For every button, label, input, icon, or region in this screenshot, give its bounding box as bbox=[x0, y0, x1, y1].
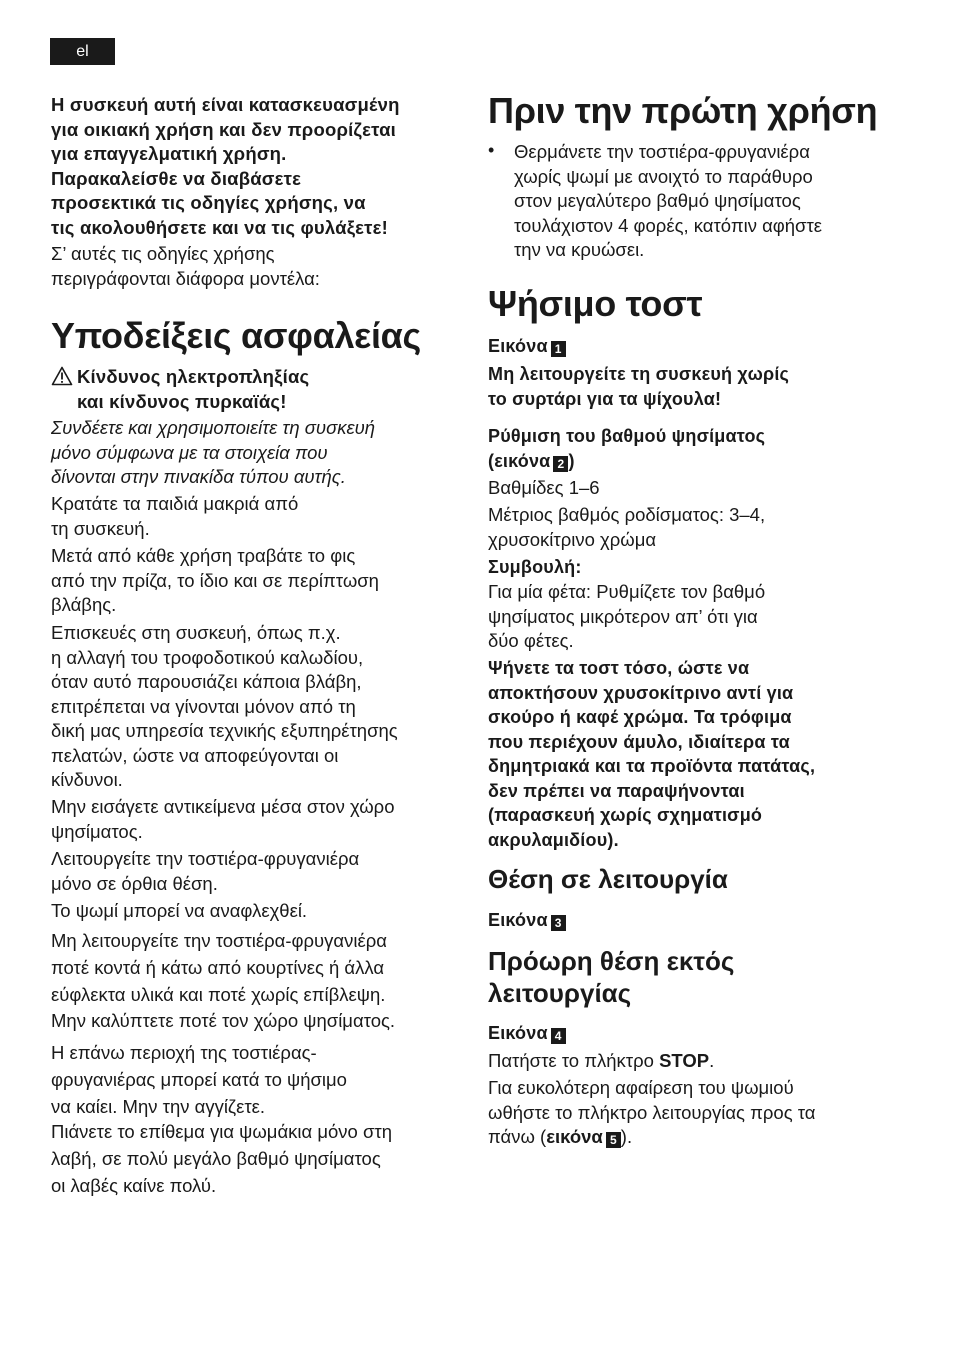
safety-line: ποτέ κοντά ή κάτω από κουρτίνες ή άλλα bbox=[51, 957, 385, 978]
removal-line bbox=[488, 1125, 883, 1150]
safety-paragraph bbox=[51, 492, 463, 541]
acrylamide-line: σκούρο ή καφέ χρώμα. Τα τρόφιμα bbox=[488, 707, 792, 727]
safety-paragraph bbox=[51, 927, 463, 1008]
safety-line: Το ψωμί μπορεί να αναφλεχθεί. bbox=[51, 900, 308, 921]
first-use-line: τουλάχιστον 4 φορές, κατόπιν αφήστε bbox=[514, 214, 823, 236]
early-off-heading-line: λειτουργίας bbox=[488, 978, 632, 1008]
tip-text bbox=[488, 580, 883, 654]
figure-label: Εικόνα bbox=[488, 910, 548, 930]
italic-note bbox=[51, 416, 463, 490]
figure-label: Εικόνα bbox=[488, 1023, 548, 1043]
operation-heading: Θέση σε λειτουργία bbox=[488, 864, 728, 894]
figure-label: εικόνα bbox=[546, 1126, 603, 1147]
removal-last-pre: πάνω ( bbox=[488, 1126, 547, 1147]
safety-line: Πιάνετε το επίθεμα για ψωμάκια μόνο στη bbox=[51, 1121, 393, 1142]
press-stop-pre: Πατήστε το πλήκτρο bbox=[488, 1050, 660, 1071]
crumb-tray-warning bbox=[488, 362, 883, 411]
italic-line: δίνονται στην πινακίδα τύπου αυτής. bbox=[51, 466, 346, 487]
safety-line: φρυγανιέρας μπορεί κατά το ψήσιμο bbox=[51, 1069, 347, 1090]
removal-line: Για ευκολότερη αφαίρεση του ψωμιού bbox=[488, 1077, 794, 1098]
safety-line: από την πρίζα, το ίδιο και σε περίπτωση bbox=[51, 569, 379, 591]
acrylamide-line: ακρυλαμιδίου). bbox=[488, 829, 619, 850]
safety-paragraph bbox=[51, 847, 463, 896]
figure-ref-4 bbox=[488, 1021, 883, 1046]
tip-line: ψησίματος μικρότερον απ’ ότι για bbox=[488, 605, 758, 627]
first-use-text bbox=[514, 140, 822, 263]
safety-line: Επισκευές στη συσκευή, όπως π.χ. bbox=[51, 622, 341, 643]
press-stop-post: . bbox=[709, 1050, 715, 1071]
removal-line: ωθήστε το πλήκτρο λειτουργίας προς τα bbox=[488, 1101, 816, 1123]
safety-line: Η επάνω περιοχή της τοστιέρας- bbox=[51, 1042, 317, 1063]
medium-line: χρυσοκίτρινο χρώμα bbox=[488, 528, 657, 550]
safety-line: λαβή, σε πολύ μεγάλο βαθμό ψησίματος bbox=[51, 1148, 381, 1169]
crumb-warning-line: το συρτάρι για τα ψίχουλα! bbox=[488, 388, 722, 409]
first-use-bullet bbox=[488, 140, 883, 263]
stop-key-label: STOP bbox=[659, 1050, 710, 1071]
press-stop-text bbox=[488, 1049, 883, 1074]
tip-line: δύο φέτες. bbox=[488, 630, 574, 651]
acrylamide-line: αποκτήσουν χρυσοκίτρινο αντί για bbox=[488, 682, 794, 703]
safety-line: Κρατάτε τα παιδιά μακριά από bbox=[51, 493, 299, 514]
tip-label: Συμβουλή: bbox=[488, 557, 582, 577]
safety-line: μόνο σε όρθια θέση. bbox=[51, 872, 218, 894]
safety-line: Λειτουργείτε την τοστιέρα-φρυγανιέρα bbox=[51, 848, 360, 869]
early-off-heading bbox=[488, 945, 883, 1009]
first-use-line: χωρίς ψωμί με ανοιχτό το παράθυρο bbox=[514, 165, 813, 187]
intro-bold bbox=[51, 93, 463, 240]
acrylamide-line: Ψήνετε τα τοστ τόσο, ώστε να bbox=[488, 658, 750, 678]
intro-text-line: περιγράφονται διάφορα μοντέλα: bbox=[51, 267, 320, 289]
safety-line: Μετά από κάθε χρήση τραβάτε το φις bbox=[51, 545, 356, 566]
safety-line: να καίει. Μην την αγγίζετε. bbox=[51, 1096, 266, 1117]
intro-line: για επαγγελματική χρήση. bbox=[51, 143, 287, 164]
safety-line: κίνδυνοι. bbox=[51, 769, 123, 790]
safety-paragraph bbox=[51, 621, 463, 793]
italic-line: Συνδέετε και χρησιμοποιείτε τη συσκευή bbox=[51, 417, 376, 438]
warning-line: Κίνδυνος ηλεκτροπληξίας bbox=[77, 366, 310, 387]
safety-line: Μην καλύπτετε ποτέ τον χώρο ψησίματος. bbox=[51, 1010, 396, 1031]
crumb-warning-line: Μη λειτουργείτε τη συσκευή χωρίς bbox=[488, 364, 790, 384]
intro-line: για οικιακή χρήση και δεν προορίζεται bbox=[51, 118, 396, 140]
intro-line: Παρακαλείσθε να διαβάσετε bbox=[51, 167, 302, 189]
safety-paragraph bbox=[51, 1009, 463, 1034]
safety-line: οι λαβές καίνε πολύ. bbox=[51, 1175, 217, 1196]
figure-number-badge: 1 bbox=[551, 341, 566, 357]
figure-ref-3 bbox=[488, 908, 883, 933]
safety-paragraph bbox=[51, 899, 463, 924]
safety-line: βλάβης. bbox=[51, 594, 117, 615]
first-use-line: στον μεγαλύτερο βαθμό ψησίματος bbox=[514, 190, 801, 211]
acrylamide-line: δημητριακά και τα προϊόντα πατάτας, bbox=[488, 756, 816, 776]
safety-line: Μη λειτουργείτε την τοστιέρα-φρυγανιέρα bbox=[51, 930, 387, 951]
intro-line: προσεκτικά τις οδηγίες χρήσης, να bbox=[51, 192, 366, 213]
levels-text: Βαθμίδες 1–6 bbox=[488, 477, 600, 498]
safety-paragraph bbox=[51, 1118, 463, 1199]
intro-line: τις ακολουθήσετε και να τις φυλάξετε! bbox=[51, 216, 388, 238]
figure-ref-1 bbox=[488, 334, 883, 359]
figure-label: Εικόνα bbox=[488, 336, 548, 356]
first-use-line: την να κρυώσει. bbox=[514, 239, 645, 260]
safety-line: πελατών, ώστε να αποφεύγονται οι bbox=[51, 744, 339, 766]
safety-line: όταν αυτό παρουσιάζει κάποια βλάβη, bbox=[51, 671, 362, 692]
early-off-heading-line: Πρόωρη θέση εκτός bbox=[488, 946, 735, 976]
figure-number-badge: 5 bbox=[606, 1132, 621, 1148]
safety-paragraph bbox=[51, 795, 463, 844]
first-use-heading: Πριν την πρώτη χρήση bbox=[488, 90, 878, 131]
safety-line: η αλλαγή του τροφοδοτικού καλωδίου, bbox=[51, 646, 364, 668]
safety-line: επιτρέπεται να γίνονται μόνον από τη bbox=[51, 695, 356, 717]
intro-line: Η συσκευή αυτή είναι κατασκευασμένη bbox=[51, 94, 400, 115]
safety-heading: Υποδείξεις ασφαλείας bbox=[51, 315, 421, 356]
first-use-line: Θερμάνετε την τοστιέρα-φρυγανιέρα bbox=[514, 141, 810, 162]
removal-text bbox=[488, 1076, 883, 1150]
toast-heading: Ψήσιμο τοστ bbox=[488, 283, 703, 324]
setting-heading-part: ) bbox=[568, 450, 575, 471]
figure-number-badge: 2 bbox=[553, 456, 568, 472]
medium-line: Μέτριος βαθμός ροδίσματος: 3–4, bbox=[488, 504, 766, 525]
safety-line: εύφλεκτα υλικά και ποτέ χωρίς επίβλεψη. bbox=[51, 984, 386, 1005]
setting-heading-part: (εικόνα bbox=[488, 450, 551, 471]
setting-heading-line bbox=[488, 449, 883, 474]
medium-level-text bbox=[488, 503, 883, 552]
figure-number-badge: 3 bbox=[551, 915, 566, 931]
acrylamide-note bbox=[488, 656, 883, 852]
italic-line: μόνο σύμφωνα με τα στοιχεία που bbox=[51, 441, 328, 463]
bullet-icon: • bbox=[488, 140, 495, 160]
intro-text bbox=[51, 242, 463, 291]
warning-text bbox=[77, 365, 309, 414]
warning-triangle-icon bbox=[51, 366, 73, 386]
setting-heading-line: Ρύθμιση του βαθμού ψησίματος bbox=[488, 426, 766, 446]
removal-last-post: ). bbox=[620, 1126, 633, 1147]
language-tab: el bbox=[50, 38, 115, 65]
warning-line: και κίνδυνος πυρκαϊάς! bbox=[77, 390, 287, 412]
safety-line: ψησίματος. bbox=[51, 820, 143, 842]
acrylamide-line: (παρασκευή χωρίς σχηματισμό bbox=[488, 805, 763, 825]
setting-heading bbox=[488, 424, 883, 473]
acrylamide-line: που περιέχουν άμυλο, ιδιαίτερα τα bbox=[488, 731, 790, 752]
safety-line: δική μας υπηρεσία τεχνικής εξυπηρέτησης bbox=[51, 720, 398, 741]
figure-number-badge: 4 bbox=[551, 1028, 566, 1044]
tip-line: Για μία φέτα: Ρυθμίζετε τον βαθμό bbox=[488, 581, 766, 602]
safety-line: τη συσκευή. bbox=[51, 517, 150, 539]
safety-paragraph bbox=[51, 1039, 463, 1120]
warning-block bbox=[51, 365, 463, 414]
safety-line: Μην εισάγετε αντικείμενα μέσα στον χώρο bbox=[51, 796, 395, 817]
safety-paragraph bbox=[51, 544, 463, 618]
acrylamide-line: δεν πρέπει να παραψήνονται bbox=[488, 780, 745, 801]
intro-text-line: Σ’ αυτές τις οδηγίες χρήσης bbox=[51, 243, 275, 264]
